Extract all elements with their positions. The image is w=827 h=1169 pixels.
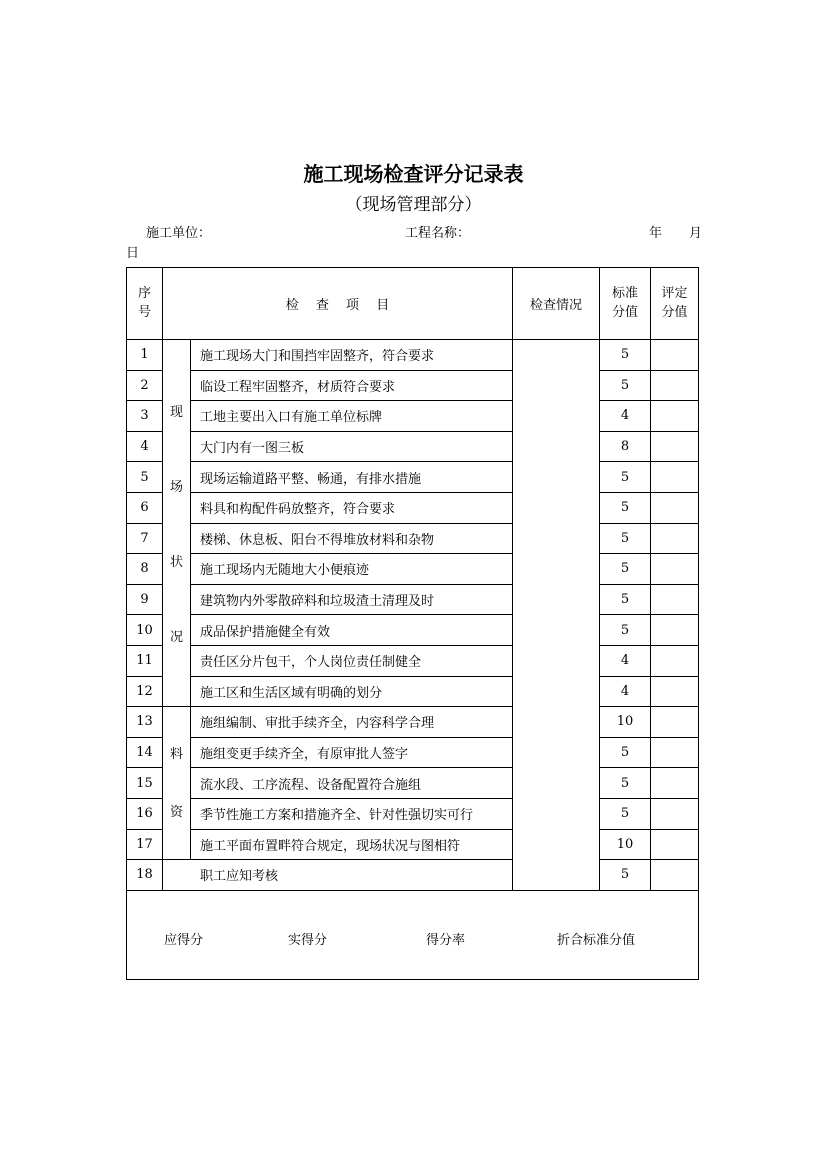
row-number: 10 bbox=[127, 615, 163, 646]
actual-score-label: 实得分 bbox=[288, 932, 328, 948]
table-row bbox=[127, 798, 699, 829]
rated-score-cell[interactable] bbox=[651, 860, 699, 891]
rated-score-cell[interactable] bbox=[651, 340, 699, 371]
table-row bbox=[127, 554, 699, 585]
should-score-label: 应得分 bbox=[164, 932, 204, 948]
standard-score: 5 bbox=[600, 584, 651, 615]
check-item: 流水段、工序流程、设备配置符合施组 bbox=[191, 768, 513, 799]
standard-score: 4 bbox=[600, 401, 651, 432]
row-number: 14 bbox=[127, 737, 163, 768]
standard-score: 5 bbox=[600, 370, 651, 401]
row-number: 8 bbox=[127, 554, 163, 585]
row-number: 18 bbox=[127, 860, 163, 891]
rated-score-cell[interactable] bbox=[651, 462, 699, 493]
check-item: 施组变更手续齐全，有原审批人签字 bbox=[191, 737, 513, 768]
rated-score-cell[interactable] bbox=[651, 645, 699, 676]
standard-score: 5 bbox=[600, 737, 651, 768]
category-site-status bbox=[163, 340, 191, 707]
standard-score: 8 bbox=[600, 431, 651, 462]
project-name-label: 工程名称： bbox=[405, 226, 471, 241]
standard-score: 10 bbox=[600, 707, 651, 738]
year-label: 年 bbox=[649, 226, 663, 241]
day-label: 日 bbox=[126, 246, 140, 261]
check-item: 季节性施工方案和措施齐全、针对性强切实可行 bbox=[191, 798, 513, 829]
check-item: 职工应知考核 bbox=[163, 860, 513, 891]
category-materials bbox=[163, 707, 191, 860]
row-number: 4 bbox=[127, 431, 163, 462]
check-item: 工地主要出入口有施工单位标牌 bbox=[191, 401, 513, 432]
table-row bbox=[127, 615, 699, 646]
standard-score: 5 bbox=[600, 462, 651, 493]
check-item: 建筑物内外零散碎料和垃圾渣土清理及时 bbox=[191, 584, 513, 615]
header-rated: 评定分值 bbox=[651, 268, 699, 340]
summary-cell bbox=[127, 890, 699, 979]
check-item: 责任区分片包干，个人岗位责任制健全 bbox=[191, 645, 513, 676]
standard-score: 5 bbox=[600, 860, 651, 891]
header-row bbox=[127, 268, 699, 340]
table-row bbox=[127, 492, 699, 523]
header-check: 检查情况 bbox=[513, 268, 600, 340]
rated-score-cell[interactable] bbox=[651, 554, 699, 585]
standard-score: 5 bbox=[600, 523, 651, 554]
header-item: 检 查 项 目 bbox=[163, 268, 513, 340]
row-number: 17 bbox=[127, 829, 163, 860]
row-number: 12 bbox=[127, 676, 163, 707]
rated-score-cell[interactable] bbox=[651, 707, 699, 738]
table-row bbox=[127, 523, 699, 554]
standard-score: 5 bbox=[600, 340, 651, 371]
row-number: 9 bbox=[127, 584, 163, 615]
rated-score-cell[interactable] bbox=[651, 492, 699, 523]
row-number: 3 bbox=[127, 401, 163, 432]
row-number: 7 bbox=[127, 523, 163, 554]
construction-unit-label: 施工单位： bbox=[146, 226, 212, 241]
header-standard: 标准分值 bbox=[600, 268, 651, 340]
standard-score: 5 bbox=[600, 615, 651, 646]
row-number: 16 bbox=[127, 798, 163, 829]
table-row bbox=[127, 340, 699, 371]
converted-score-label: 折合标准分值 bbox=[557, 932, 636, 948]
rated-score-cell[interactable] bbox=[651, 768, 699, 799]
check-item: 料具和构配件码放整齐，符合要求 bbox=[191, 492, 513, 523]
document-title: 施工现场检查评分记录表 bbox=[303, 162, 524, 186]
check-item: 施组编制、审批手续齐全，内容科学合理 bbox=[191, 707, 513, 738]
table-row bbox=[127, 584, 699, 615]
check-item: 大门内有一图三板 bbox=[191, 431, 513, 462]
check-status-cell[interactable] bbox=[513, 340, 600, 891]
rated-score-cell[interactable] bbox=[651, 584, 699, 615]
category-char: 资 bbox=[169, 804, 183, 820]
rated-score-cell[interactable] bbox=[651, 798, 699, 829]
score-rate-label: 得分率 bbox=[426, 932, 466, 948]
check-item: 施工区和生活区域有明确的划分 bbox=[191, 676, 513, 707]
category-char: 料 bbox=[169, 746, 183, 762]
standard-score: 4 bbox=[600, 645, 651, 676]
table-row bbox=[127, 860, 699, 891]
standard-score: 5 bbox=[600, 492, 651, 523]
check-item: 成品保护措施健全有效 bbox=[191, 615, 513, 646]
summary-row bbox=[127, 890, 699, 979]
rated-score-cell[interactable] bbox=[651, 615, 699, 646]
table-row bbox=[127, 768, 699, 799]
header-seq: 序号 bbox=[127, 268, 163, 340]
check-item: 施工现场大门和围挡牢固整齐，符合要求 bbox=[191, 340, 513, 371]
table-row bbox=[127, 645, 699, 676]
rated-score-cell[interactable] bbox=[651, 737, 699, 768]
check-item: 临设工程牢固整齐，材质符合要求 bbox=[191, 370, 513, 401]
row-number: 6 bbox=[127, 492, 163, 523]
category-char: 况 bbox=[169, 630, 183, 646]
standard-score: 5 bbox=[600, 798, 651, 829]
rated-score-cell[interactable] bbox=[651, 401, 699, 432]
category-char: 现 bbox=[169, 405, 183, 421]
rated-score-cell[interactable] bbox=[651, 523, 699, 554]
row-number: 5 bbox=[127, 462, 163, 493]
check-item: 现场运输道路平整、畅通，有排水措施 bbox=[191, 462, 513, 493]
table-row bbox=[127, 737, 699, 768]
check-item: 施工平面布置畔符合规定，现场状况与图相符 bbox=[191, 829, 513, 860]
category-char: 状 bbox=[169, 555, 183, 571]
table-row bbox=[127, 829, 699, 860]
row-number: 11 bbox=[127, 645, 163, 676]
check-item: 施工现场内无随地大小便痕迹 bbox=[191, 554, 513, 585]
rated-score-cell[interactable] bbox=[651, 829, 699, 860]
standard-score: 5 bbox=[600, 554, 651, 585]
table-row bbox=[127, 707, 699, 738]
rated-score-cell[interactable] bbox=[651, 431, 699, 462]
row-number: 1 bbox=[127, 340, 163, 371]
standard-score: 4 bbox=[600, 676, 651, 707]
score-table bbox=[126, 267, 699, 980]
table-row bbox=[127, 401, 699, 432]
rated-score-cell[interactable] bbox=[651, 370, 699, 401]
standard-score: 10 bbox=[600, 829, 651, 860]
month-label: 月 bbox=[689, 226, 703, 241]
table-row bbox=[127, 370, 699, 401]
document-subtitle: （现场管理部分） bbox=[345, 195, 482, 215]
rated-score-cell[interactable] bbox=[651, 676, 699, 707]
check-item: 楼梯、休息板、阳台不得堆放材料和杂物 bbox=[191, 523, 513, 554]
category-char: 场 bbox=[169, 480, 183, 496]
table-row bbox=[127, 462, 699, 493]
row-number: 13 bbox=[127, 707, 163, 738]
standard-score: 5 bbox=[600, 768, 651, 799]
table-row bbox=[127, 431, 699, 462]
row-number: 15 bbox=[127, 768, 163, 799]
row-number: 2 bbox=[127, 370, 163, 401]
table-row bbox=[127, 676, 699, 707]
